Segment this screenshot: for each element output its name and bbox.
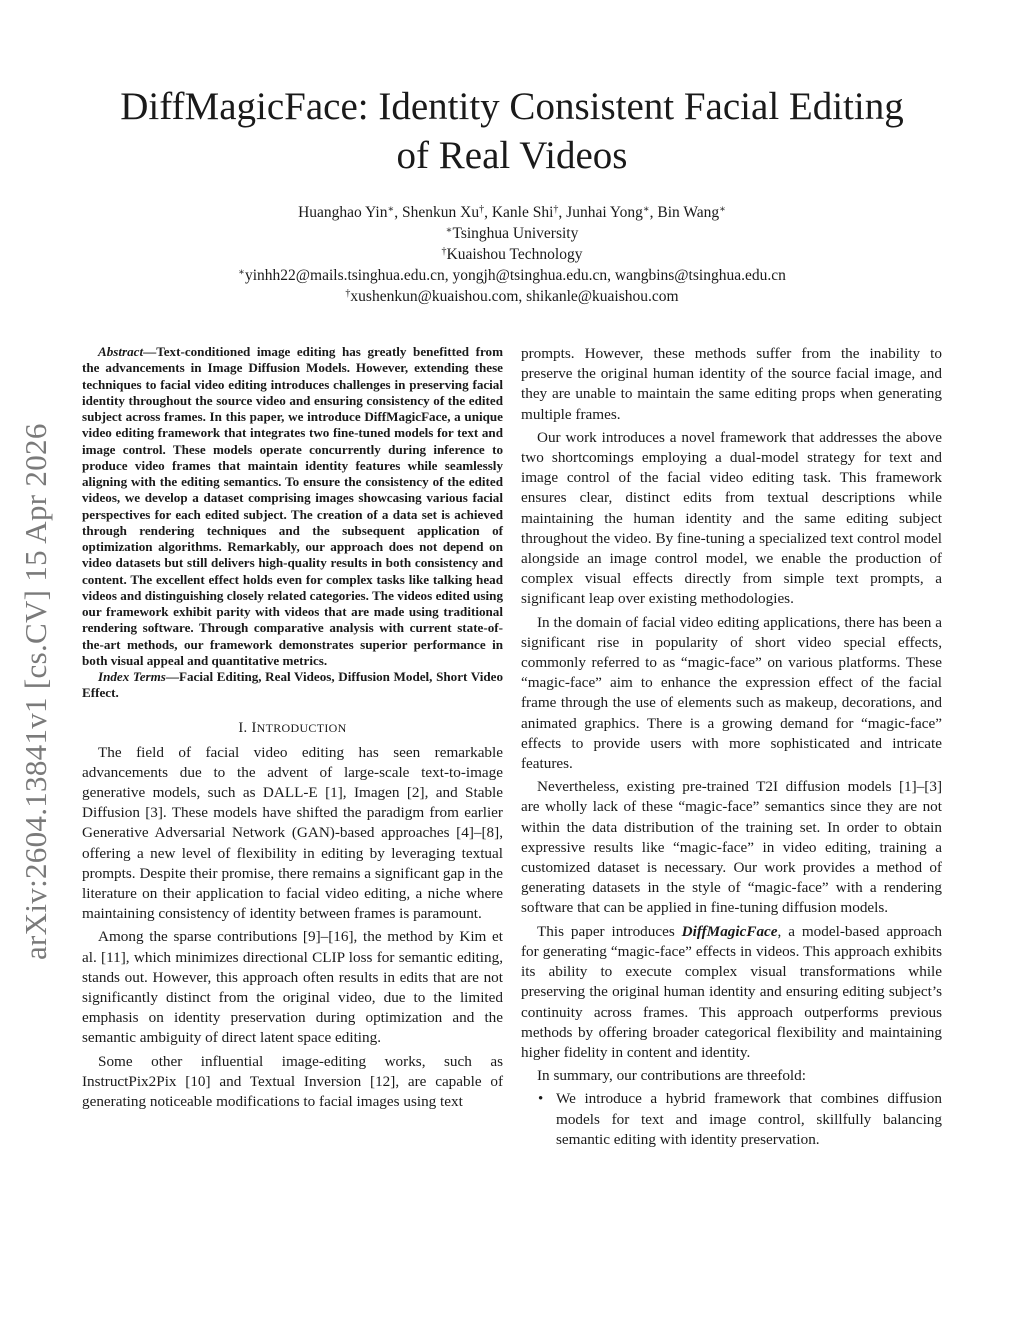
title-line-2: of Real Videos [396, 134, 628, 177]
intro-paragraph-7: This paper introduces DiffMagicFace, a model-based approach for generating “magic-face” effects in videos. This approach exhibits its ability to execute complex visual transformations while preserving the original human identity and ensuring editing subject’s continuity across frames. This approach outperforms previous methods by offering broader categorical flexibility and maintaining higher fidelity in content and identity. [521, 922, 942, 1061]
intro-paragraph-1: The field of facial video editing has seen remarkable advancements due to the advent of large-scale text-to-image generative models, such as DALL-E [1], Imagen [2], and Stable Diffusion [3]. These models have shifted the paradigm from earlier Generative Adversarial Network (GAN)-based approaches [4]–[8], offering a new level of flexibility in editing by leveraging textual prompts. Despite their promise, there remains a significant gap in the literature on their application to facial video editing, a niche where maintaining consistency of identity between frames is paramount. [82, 743, 503, 923]
email-line-1: ∗yinhh22@mails.tsinghua.edu.cn, yongjh@tsinghua.edu.cn, wangbins@tsinghua.edu.cn [238, 267, 786, 284]
affiliation-2: †Kuaishou Technology [441, 246, 583, 263]
intro-paragraph-8: In summary, our contributions are threefold: [537, 1067, 806, 1085]
author-2: Shenkun Xu [402, 204, 480, 221]
abstract-text: —Text-conditioned image editing has greatly benefitted from the advancements in Image Diffusion Models. However, extending these techniques to facial video editing introduces challenges in preserving facial identity throughout the source video and ensuring consistency of the edited subject across frames. In this paper, we introduce DiffMagicFace, a unique video editing framework that integrates two fine-tuned models for text and image control. These models operate concurrently during inference to produce video frames that maintain identity features while seamlessly aligning with the editing semantics. To ensure the consistency of the edited videos, we develop a dataset comprising images showcasing various facial perspectives for each edited subject. The creation of a data set is achieved through rendering techniques and the subsequent application of optimization algorithms. Remarkably, our approach does not depend on video datasets but still delivers high-quality results in both consistency and content. The excellent effect holds even for complex tasks like talking head videos and distinguishing closely related categories. The videos edited using our framework exhibit parity with videos that are made using traditional rendering software. Through comparative analysis with current state-of-the-art methods, our framework demonstrates superior performance in both visual appeal and quantitative metrics. [82, 344, 503, 668]
paper-title [60, 82, 964, 180]
intro-paragraph-4: Our work introduces a novel framework that addresses the above two shortcomings employing a dual-model strategy for text and image control of the facial video editing task. This framework ensures clear, distinct edits from textual descriptions while maintaining the human identity and the same editing subject throughout the video. By fine-tuning a specialized text control model alongside an image control model, we enable the production of complex visual effects directly from simple text prompts, a significant leap over existing methodologies. [521, 428, 942, 608]
author-1: Huanghao Yin [298, 204, 388, 221]
affiliation-1: ∗Tsinghua University [445, 225, 579, 242]
index-terms [82, 669, 503, 702]
title-line-1: DiffMagicFace: Identity Consistent Facial Editing [120, 85, 904, 128]
index-terms-text: —Facial Editing, Real Videos, Diffusion Model, Short Video Effect. [82, 669, 504, 701]
right-column [521, 344, 942, 1150]
index-terms-label: Index Terms [98, 669, 166, 684]
arxiv-stamp: arXiv:2604.13841v1 [cs.CV] 15 Apr 2026 [18, 423, 53, 960]
left-column [82, 344, 503, 1115]
author-3: Kanle Shi [491, 204, 554, 221]
section-heading-introduction: I. INTRODUCTION [238, 719, 347, 736]
intro-paragraph-5: In the domain of facial video editing applications, there has been a significant rise in popularity of short video special effects, commonly referred to as “magic-face” on various platforms. These “magic-face” aim to enhance the expression effect of the facial frame through the use of elements such as makeup, decorations, and animated graphics. There is a growing demand for “magic-face” effects to provide users with more sophisticated and intricate features. [521, 613, 942, 773]
author-4: Junhai Yong [566, 204, 643, 221]
abstract [82, 344, 503, 669]
intro-paragraph-3: Some other influential image-editing works, such as InstructPix2Pix [10] and Textual Inversion [12], are capable of generating noticeable modifications to facial images using text [82, 1052, 503, 1110]
abstract-label: Abstract [98, 344, 144, 359]
email-line-2: †xushenkun@kuaishou.com, shikanle@kuaishou.com [345, 288, 679, 305]
intro-paragraph-3-continued: prompts. However, these methods suffer from the inability to preserve the original human identity of the source facial image, and they are unable to maintain the same editing props when generating multiple frames. [521, 345, 942, 423]
contributions-list [521, 1089, 942, 1150]
bullet-icon: • [538, 1091, 544, 1108]
author-block [60, 202, 964, 307]
author-names: Huanghao Yin∗, Shenkun Xu†, Kanle Shi†, Junhai Yong∗, Bin Wang∗ [298, 204, 726, 221]
contribution-text: We introduce a hybrid framework that combines diffusion models for text and image control, skillfully balancing semantic editing with identity preservation. [556, 1090, 942, 1148]
list-item [521, 1089, 942, 1150]
intro-paragraph-2: Among the sparse contributions [9]–[16], the method by Kim et al. [11], which minimizes directional CLIP loss for semantic editing, stands out. However, this approach often results in edits that are not significantly distinct from the original video, due to the limited emphasis on identity preservation during optimization and the semantic ambiguity of direct latent space editing. [82, 928, 503, 1047]
method-name: DiffMagicFace [681, 922, 778, 940]
author-5: Bin Wang [657, 204, 720, 221]
intro-paragraph-6: Nevertheless, existing pre-trained T2I diffusion models [1]–[3] are wholly lack of these “magic-face” semantics since they are not within the data distribution of the training set. In order to obtain expressive results like “magic-face” in video editing, training a customized dataset is necessary. Our work provides a method of generating datasets in the style of “magic-face” with a rendering software that can be applied in fine-tuning diffusion models. [521, 778, 942, 917]
